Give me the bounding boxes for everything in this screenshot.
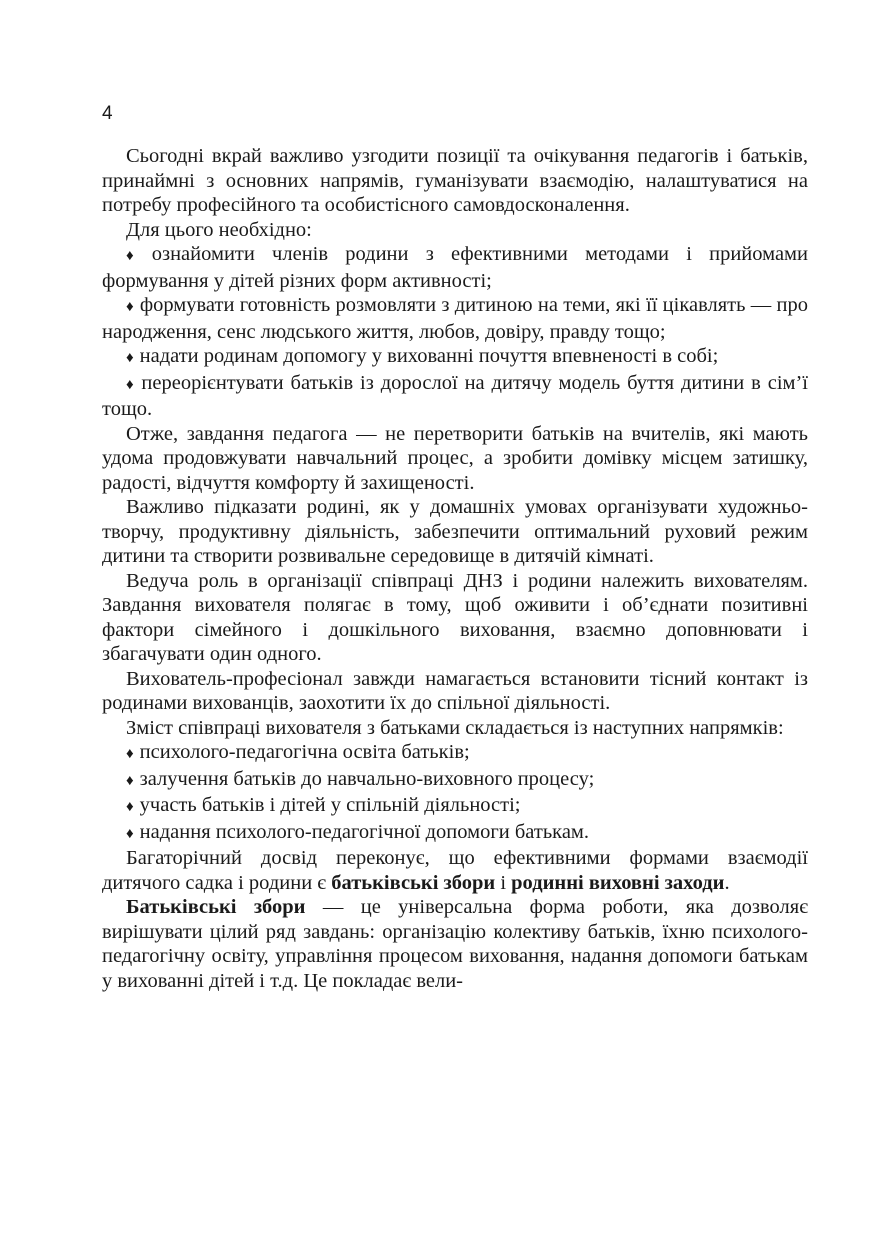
text-segment: .: [724, 871, 730, 894]
list-item-text: залучення батьків до навчально-виховного процесу;: [139, 767, 595, 790]
term-family-events: родинні виховні заходи: [511, 871, 725, 894]
diamond-bullet-icon: ♦: [126, 376, 136, 393]
paragraph-parent-meetings: [102, 895, 808, 993]
list-item-text: психолого-педагогічна освіта батьків;: [139, 741, 470, 763]
bullet-list-directions: [102, 740, 808, 846]
text-segment: і: [495, 871, 512, 894]
paragraph-leading-role: Ведуча роль в організації співпраці ДНЗ і родини належить вихователям. Завдання вихователя полягає в тому, щоб оживити і об’єднати позитивні фактори сімейного і дошкільного виховання, взаємно доповнювати і збагачувати один одного.: [102, 569, 808, 665]
list-item: [102, 767, 808, 794]
page-number: 4: [102, 103, 113, 124]
list-item: [102, 293, 808, 344]
diamond-bullet-icon: ♦: [126, 746, 134, 762]
paragraph-professional: Вихователь-професіонал завжди намагається встановити тісний контакт із родинами вихованців, заохотити їх до спільної діяльності.: [102, 667, 808, 714]
list-item: [102, 344, 808, 371]
diamond-bullet-icon: ♦: [126, 772, 134, 789]
list-item-text: формувати готовність розмовляти з дитиною на теми, які її цікавлять — про народження, сенс людського життя, любов, довіру, правду тощо;: [102, 294, 808, 343]
diamond-bullet-icon: ♦: [126, 299, 134, 315]
list-item-text: переорієнтувати батьків із дорослої на дитячу модель буття дитини в сім’ї тощо.: [102, 371, 809, 420]
list-item-text: надати родинам допомогу у вихованні почуття впевненості в собі;: [139, 345, 719, 367]
list-item-text: ознайомити членів родини з ефективними методами і прийомами формування у дітей різних форм активності;: [102, 243, 808, 292]
paragraph-experience: [102, 846, 808, 895]
paragraph-intro: Сьогодні вкрай важливо узгодити позиції та очікування педагогів і батьків, принаймні з основних напрямів, гуманізувати взаємодію, налаштуватися на потребу професійного та особистісного самовдосконалення.: [102, 145, 808, 216]
term-parent-meetings: батьківські збори: [331, 871, 496, 894]
list-item: [102, 371, 808, 422]
paragraph-needed: Для цього необхідно:: [126, 218, 312, 241]
list-item-text: участь батьків і дітей у спільній діяльності;: [139, 794, 521, 816]
text-segment: — це універсальна форма роботи, яка дозволяє вирішувати цілий ряд завдань: організацію колективу батьків, їхню психолого-педагогічну освіту, управління процесом виховання, надання допомоги батькам у вихованні дітей і т.д. Це покладає вели-: [102, 896, 808, 992]
term-parent-meetings-lead: Батьківські збори: [126, 896, 306, 918]
diamond-bullet-icon: ♦: [126, 248, 146, 264]
bullet-list-goals: [102, 242, 808, 422]
diamond-bullet-icon: ♦: [126, 350, 134, 366]
paragraph-teacher-task: Отже, завдання педагога — не перетворити батьків на вчителів, які мають удома продовжувати навчальний процес, а зробити домівку місцем затишку, радості, відчуття комфорту й захищеності.: [102, 422, 808, 494]
paragraph-home-activities: Важливо підказати родині, як у домашніх умовах організувати художньо-творчу, продуктивну діяльність, забезпечити оптимальний руховий режим дитини та створити розвивальне середовище в дитячій кімнаті.: [102, 496, 808, 567]
list-item-text: надання психолого-педагогічної допомоги батькам.: [139, 820, 590, 843]
list-item: [102, 820, 808, 847]
diamond-bullet-icon: ♦: [126, 799, 134, 815]
text-segment: Багаторічний досвід переконує, що ефективними формами взаємодії дитячого садка і родини є: [102, 847, 808, 894]
diamond-bullet-icon: ♦: [126, 825, 134, 842]
list-item: [102, 793, 808, 820]
list-item: [102, 242, 808, 293]
body-text: [102, 144, 808, 993]
paragraph-cooperation-content: Зміст співпраці вихователя з батьками складається із наступних напрямків:: [126, 716, 784, 739]
list-item: [102, 740, 808, 767]
